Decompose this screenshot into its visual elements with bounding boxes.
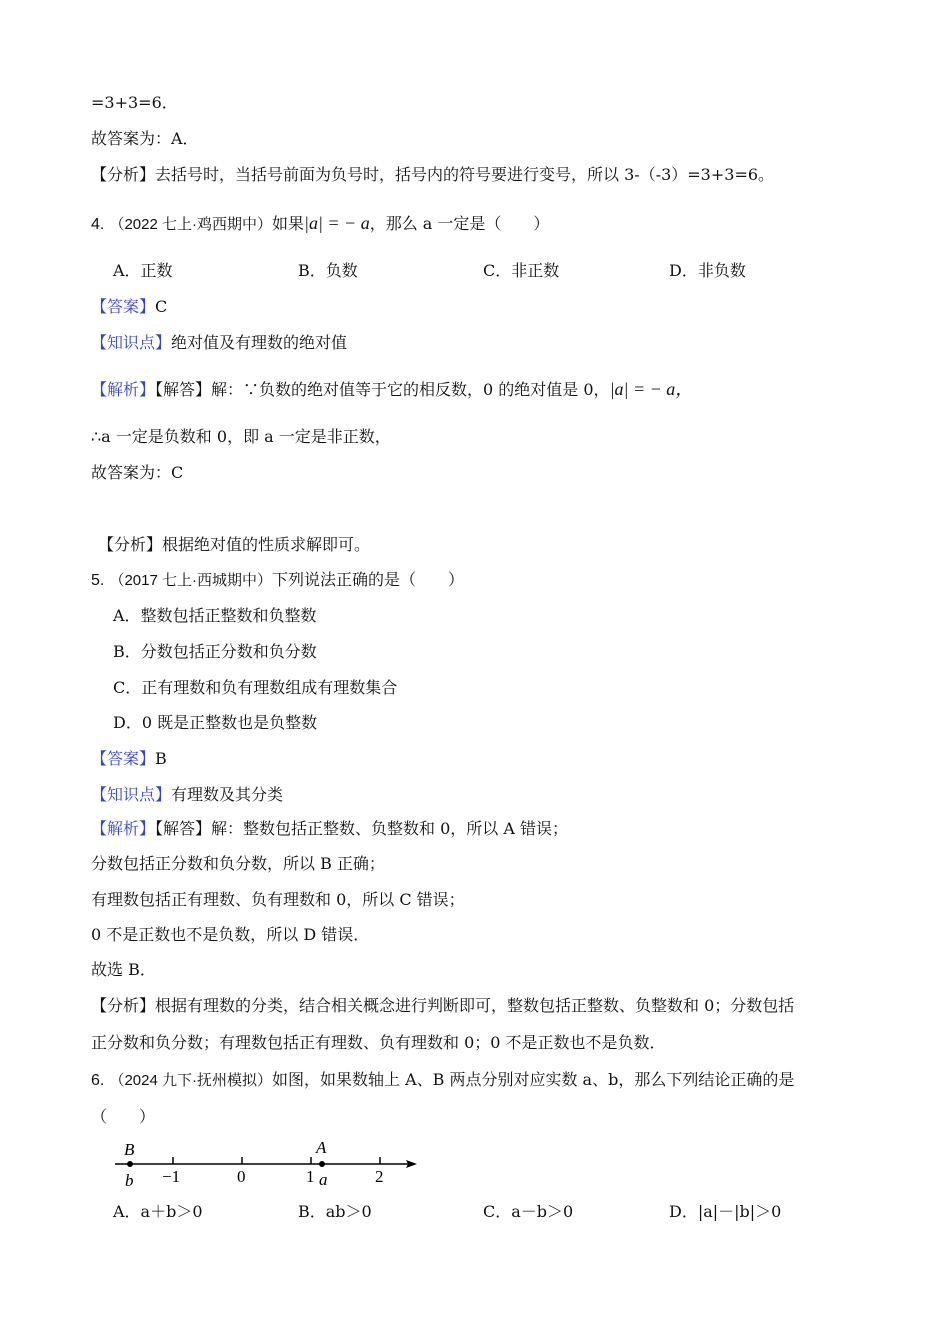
analysis-line: 正分数和负分数；有理数包括正有理数、负有理数和 0；0 不是正数也不是负数． [91, 1033, 666, 1052]
tick-label: 0 [237, 1167, 246, 1186]
answer-tag: 【答案】 [91, 297, 156, 316]
question-4-stem [91, 213, 549, 235]
knowledge-tag: 【知识点】 [91, 333, 172, 352]
analysis-line [91, 996, 794, 1016]
option-b: B．ab＞0 [298, 1202, 372, 1221]
label-B: B [124, 1140, 135, 1159]
text-line: 故答案为：A． [91, 129, 199, 148]
option-d: D．非负数 [669, 261, 746, 280]
point-b [127, 1161, 133, 1167]
solution-line: ∴a 一定是负数和 0，即 a 一定是非正数， [91, 427, 391, 446]
tick-label: 2 [375, 1167, 384, 1186]
answer: C [155, 297, 168, 316]
option-c: C．a－b＞0 [483, 1202, 574, 1221]
option-a: A．正数 [113, 261, 173, 280]
analysis-tag: 【分析】 [91, 165, 156, 184]
option-a: A．整数包括正整数和负整数 [113, 606, 317, 625]
solution-line: 0 不是正数也不是负数，所以 D 错误． [91, 925, 370, 944]
tick-label: 1 [306, 1167, 315, 1186]
answer: B [155, 749, 167, 768]
math-expression: |a| = − a， [609, 379, 694, 399]
solution-text: 【解答】解：整数包括正整数、负整数和 0，所以 A 错误； [155, 819, 569, 838]
knowledge-tag: 【知识点】 [91, 785, 172, 804]
solution-text: 【解答】解：∵负数的绝对值等于它的相反数，0 的绝对值是 0， [155, 380, 610, 399]
question-5-stem [91, 570, 464, 591]
knowledge-line [91, 785, 283, 805]
q-source: （2017 七上·西城期中） [109, 572, 272, 589]
label-a: a [319, 1170, 328, 1189]
number-line-figure [110, 1135, 430, 1195]
solution-line: 故答案为：C [91, 463, 184, 482]
knowledge: 绝对值及有理数的绝对值 [171, 333, 348, 352]
option-b: B．分数包括正分数和负分数 [113, 642, 317, 661]
question-6-stem [91, 1070, 794, 1091]
solution-tag: 【解析】 [91, 380, 156, 399]
q-number: 4. [91, 216, 105, 233]
option-d: D．0 既是正整数也是负整数 [113, 713, 318, 732]
tick-label: −1 [162, 1167, 181, 1186]
q-text: 下列说法正确的是（ ） [271, 570, 464, 589]
analysis-text: 去括号时，当括号前面为负号时，括号内的符号要进行变号，所以 3-（-3）=3+3=6。 [155, 165, 775, 184]
knowledge-line [91, 333, 347, 353]
point-a [319, 1161, 325, 1167]
knowledge: 有理数及其分类 [171, 785, 284, 804]
question-paren: （ ） [91, 1107, 156, 1126]
option-a: A．a＋b＞0 [113, 1202, 203, 1221]
option-d: D．|a|－|b|＞0 [669, 1202, 782, 1221]
math-expression: |a| = − a [304, 213, 370, 233]
analysis-text: 根据有理数的分类，结合相关概念进行判断即可，整数包括正整数、负整数和 0；分数包括 [155, 996, 795, 1015]
q-source: （2024 九下·抚州模拟） [109, 1072, 272, 1089]
q-number: 6. [91, 1072, 105, 1089]
option-c: C．正有理数和负有理数组成有理数集合 [113, 678, 398, 697]
q-number: 5. [91, 572, 105, 589]
label-A: A [316, 1138, 327, 1157]
solution-tag: 【解析】 [91, 819, 156, 838]
option-c: C．非正数 [483, 261, 560, 280]
solution-line [91, 379, 693, 400]
q-text: ，那么 a 一定是（ ） [369, 214, 550, 233]
solution-line: 分数包括正分数和负分数，所以 B 正确； [91, 854, 385, 873]
analysis-tag: 【分析】 [91, 996, 156, 1015]
answer-tag: 【答案】 [91, 749, 156, 768]
q-text: 如图，如果数轴上 A、B 两点分别对应实数 a、b，那么下列结论正确的是 [271, 1070, 795, 1089]
solution-line: 故选 B． [91, 960, 156, 979]
q-text: 如果 [271, 214, 304, 233]
solution-line: 有理数包括正有理数、负有理数和 0，所以 C 错误； [91, 890, 465, 909]
option-b: B．负数 [298, 261, 358, 280]
label-b: b [125, 1171, 134, 1190]
analysis-line [91, 165, 774, 185]
analysis-line: 【分析】根据绝对值的性质求解即可。 [98, 535, 371, 554]
q-source: （2022 七上·鸡西期中） [109, 216, 272, 233]
solution-line [91, 819, 568, 839]
answer-line [91, 749, 167, 769]
text-line: =3+3=6． [91, 93, 178, 112]
answer-line [91, 297, 167, 317]
